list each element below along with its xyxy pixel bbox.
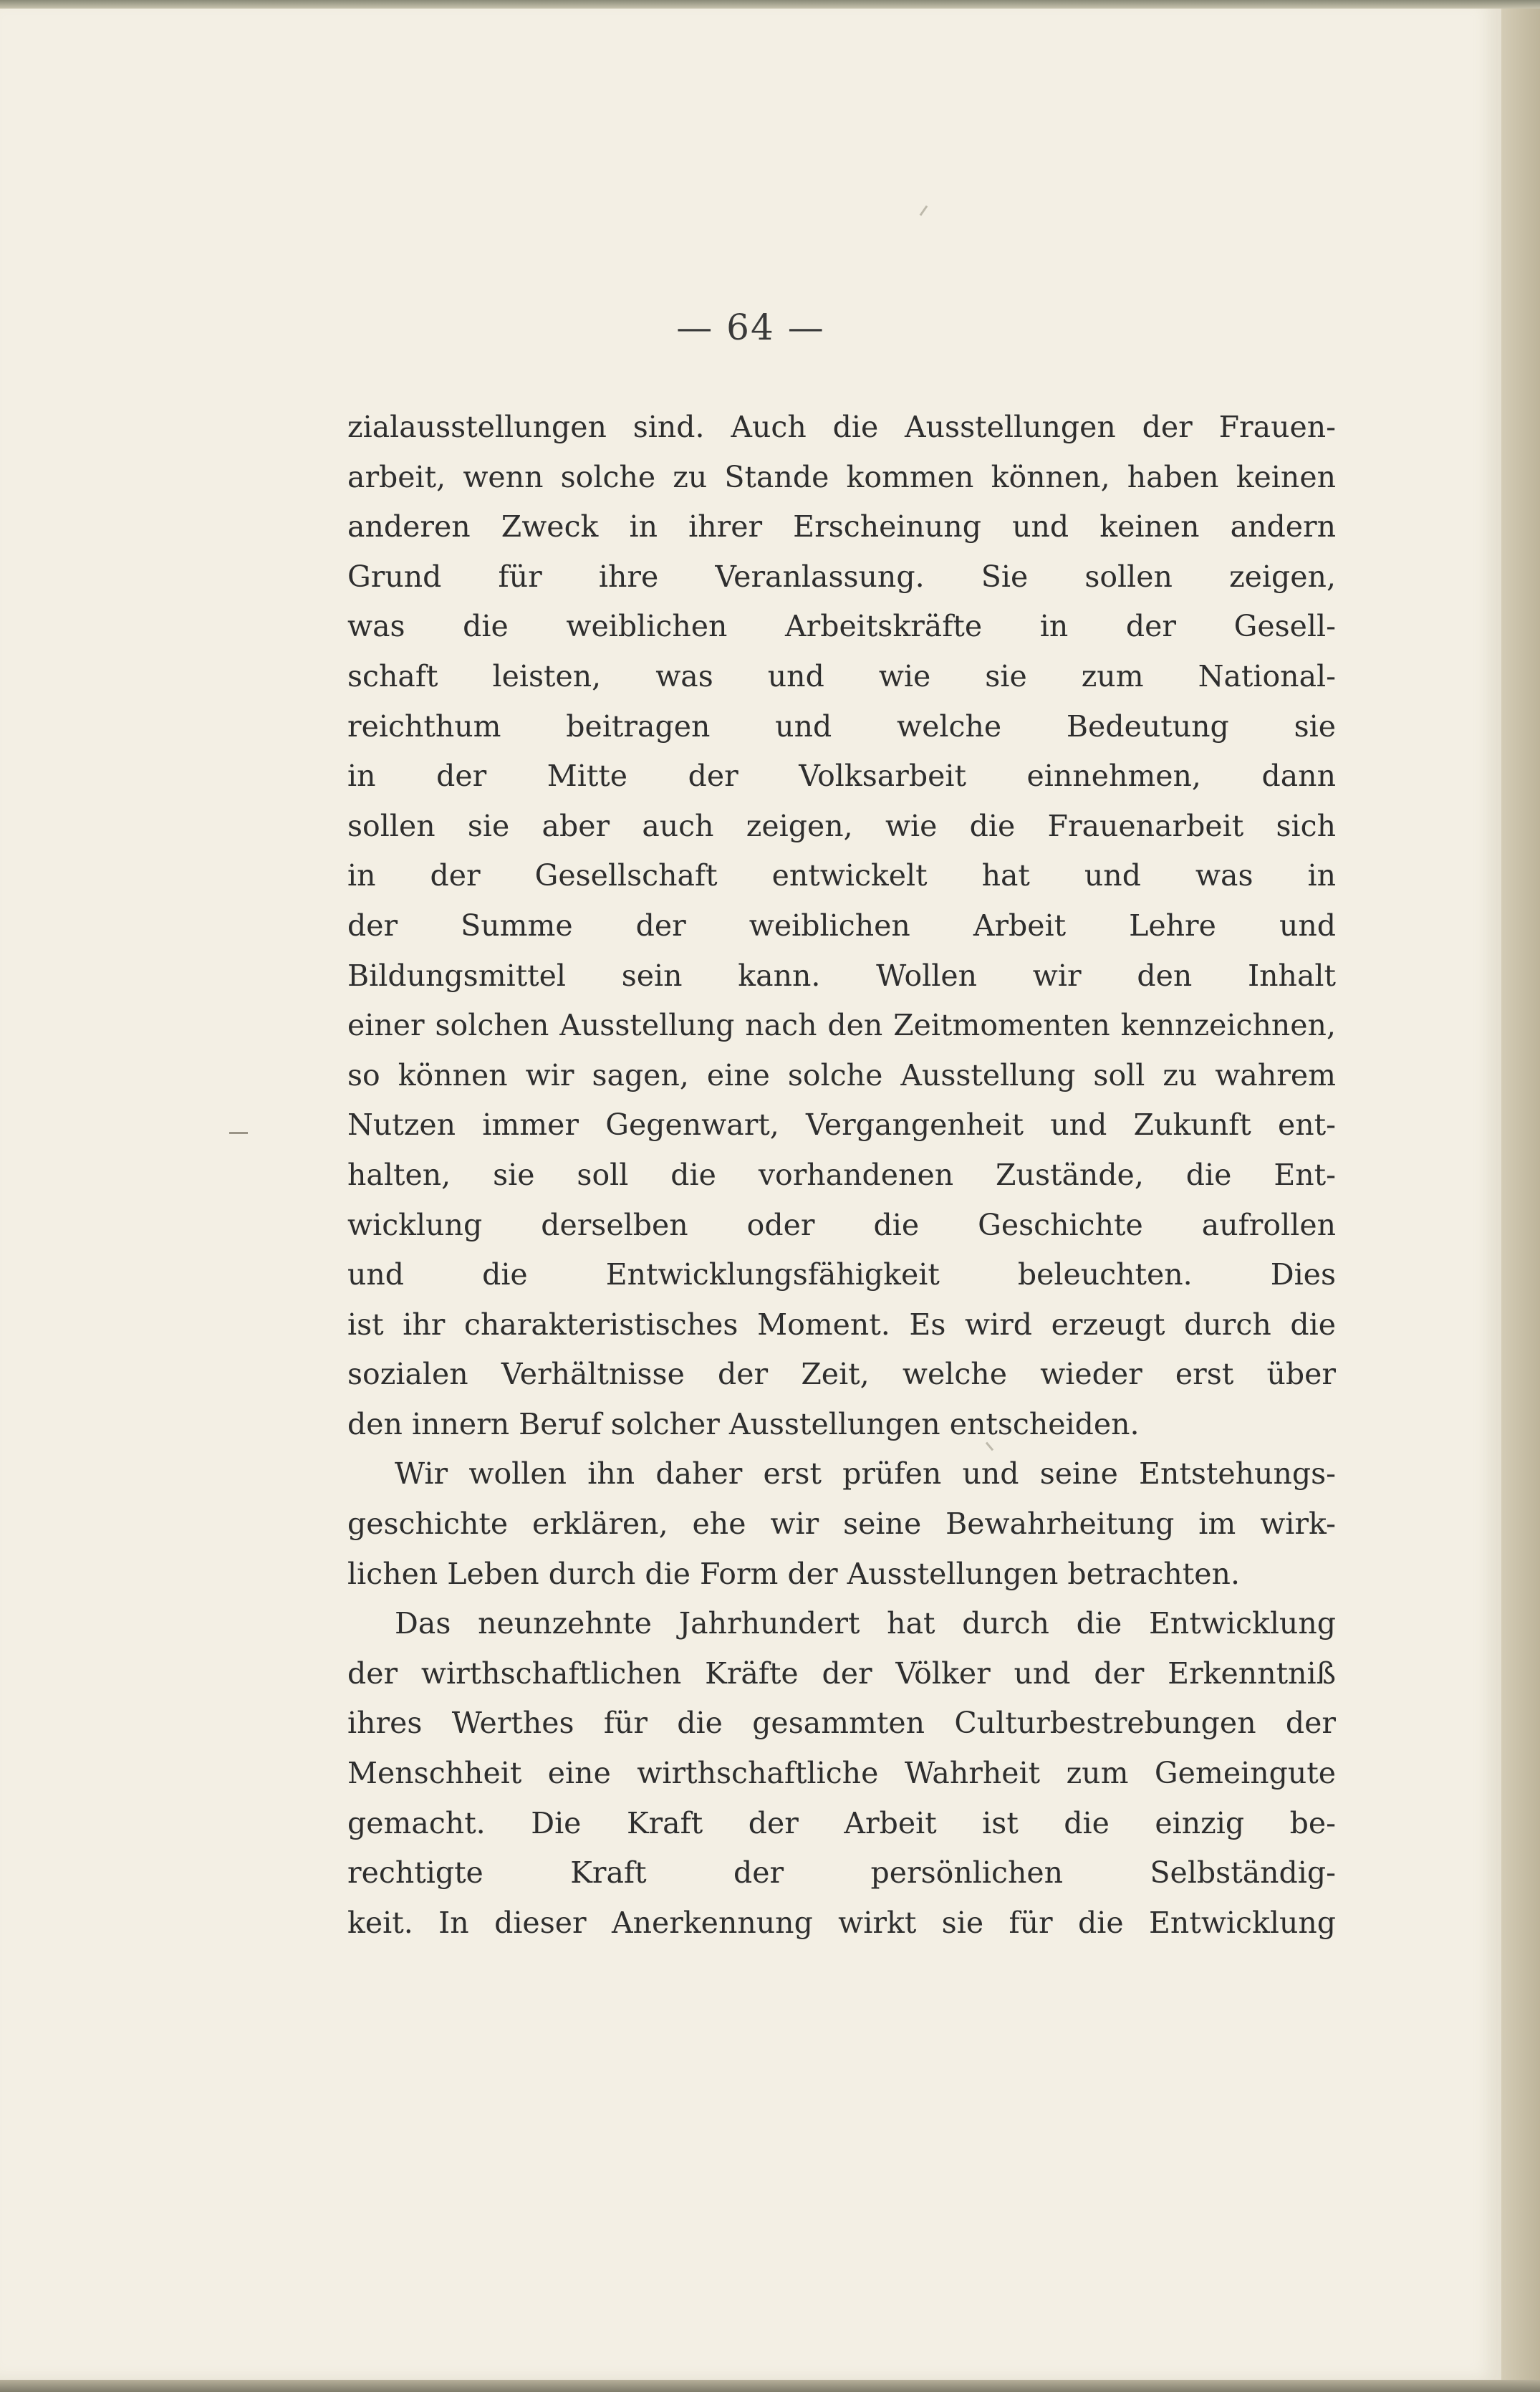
margin-mark — [229, 1132, 248, 1134]
page-edge-right — [1501, 0, 1540, 2392]
body-text — [347, 403, 1336, 1948]
text-line: wicklung derselben oder die Geschichte aufrollen — [347, 1207, 1336, 1242]
text-line: der Summe der weiblichen Arbeit Lehre und — [347, 908, 1336, 943]
text-line: so können wir sagen, eine solche Ausstellung soll zu wahrem — [347, 1057, 1336, 1092]
page-number: — 64 — — [676, 307, 825, 348]
text-line: ist ihr charakteristisches Moment. Es wird erzeugt durch die — [347, 1307, 1336, 1342]
text-line: sozialen Verhältnisse der Zeit, welche wieder erst über — [347, 1357, 1336, 1392]
text-line: halten, sie soll die vorhandenen Zustände, die Ent- — [347, 1157, 1336, 1192]
text-line: Wir wollen ihn daher erst prüfen und seine Entstehungs- — [395, 1456, 1336, 1492]
text-line: Grund für ihre Veranlassung. Sie sollen zeigen, — [347, 559, 1336, 594]
text-line: Nutzen immer Gegenwart, Vergangenheit und Zukunft ent- — [347, 1108, 1336, 1143]
text-line: in der Gesellschaft entwickelt hat und was in — [347, 858, 1336, 893]
paper-speck — [920, 206, 928, 216]
text-line: Bildungsmittel sein kann. Wollen wir den Inhalt — [347, 958, 1336, 993]
text-line: was die weiblichen Arbeitskräfte in der Gesell- — [347, 609, 1336, 644]
text-line: sollen sie aber auch zeigen, wie die Frauenarbeit sich — [347, 808, 1336, 843]
page-edge-bottom — [0, 2380, 1540, 2392]
text-line: lichen Leben durch die Form der Ausstellungen betrachten. — [347, 1556, 1240, 1591]
text-line: geschichte erklären, ehe wir seine Bewahrheitung im wirk- — [347, 1507, 1336, 1542]
text-line: schaft leisten, was und wie sie zum National- — [347, 658, 1336, 693]
text-line: rechtigte Kraft der persönlichen Selbständig- — [347, 1855, 1336, 1891]
text-line: einer solchen Ausstellung nach den Zeitmomenten kennzeichnen, — [347, 1008, 1336, 1043]
text-line: den innern Beruf solcher Ausstellungen entscheiden. — [347, 1406, 1140, 1441]
page-edge-top — [0, 0, 1540, 9]
text-line: in der Mitte der Volksarbeit einnehmen, dann — [347, 759, 1336, 794]
text-line: keit. In dieser Anerkennung wirkt sie für die Entwicklung — [347, 1905, 1336, 1940]
text-line: reichthum beitragen und welche Bedeutung sie — [347, 709, 1336, 744]
text-line: arbeit, wenn solche zu Stande kommen können, haben keinen — [347, 459, 1336, 494]
text-line: Das neunzehnte Jahrhundert hat durch die Entwicklung — [395, 1606, 1336, 1641]
text-line: der wirthschaftlichen Kräfte der Völker und der Erkenntniß — [347, 1656, 1336, 1691]
text-line: zialausstellungen sind. Auch die Ausstellungen der Frauen- — [347, 410, 1336, 444]
text-line: Menschheit eine wirthschaftliche Wahrheit zum Gemeingute — [347, 1756, 1336, 1791]
text-line: anderen Zweck in ihrer Erscheinung und keinen andern — [347, 509, 1336, 544]
text-line: und die Entwicklungsfähigkeit beleuchten. Dies — [347, 1257, 1336, 1292]
text-line: gemacht. Die Kraft der Arbeit ist die einzig be- — [347, 1805, 1336, 1840]
text-line: ihres Werthes für die gesammten Culturbestrebungen der — [347, 1706, 1336, 1741]
